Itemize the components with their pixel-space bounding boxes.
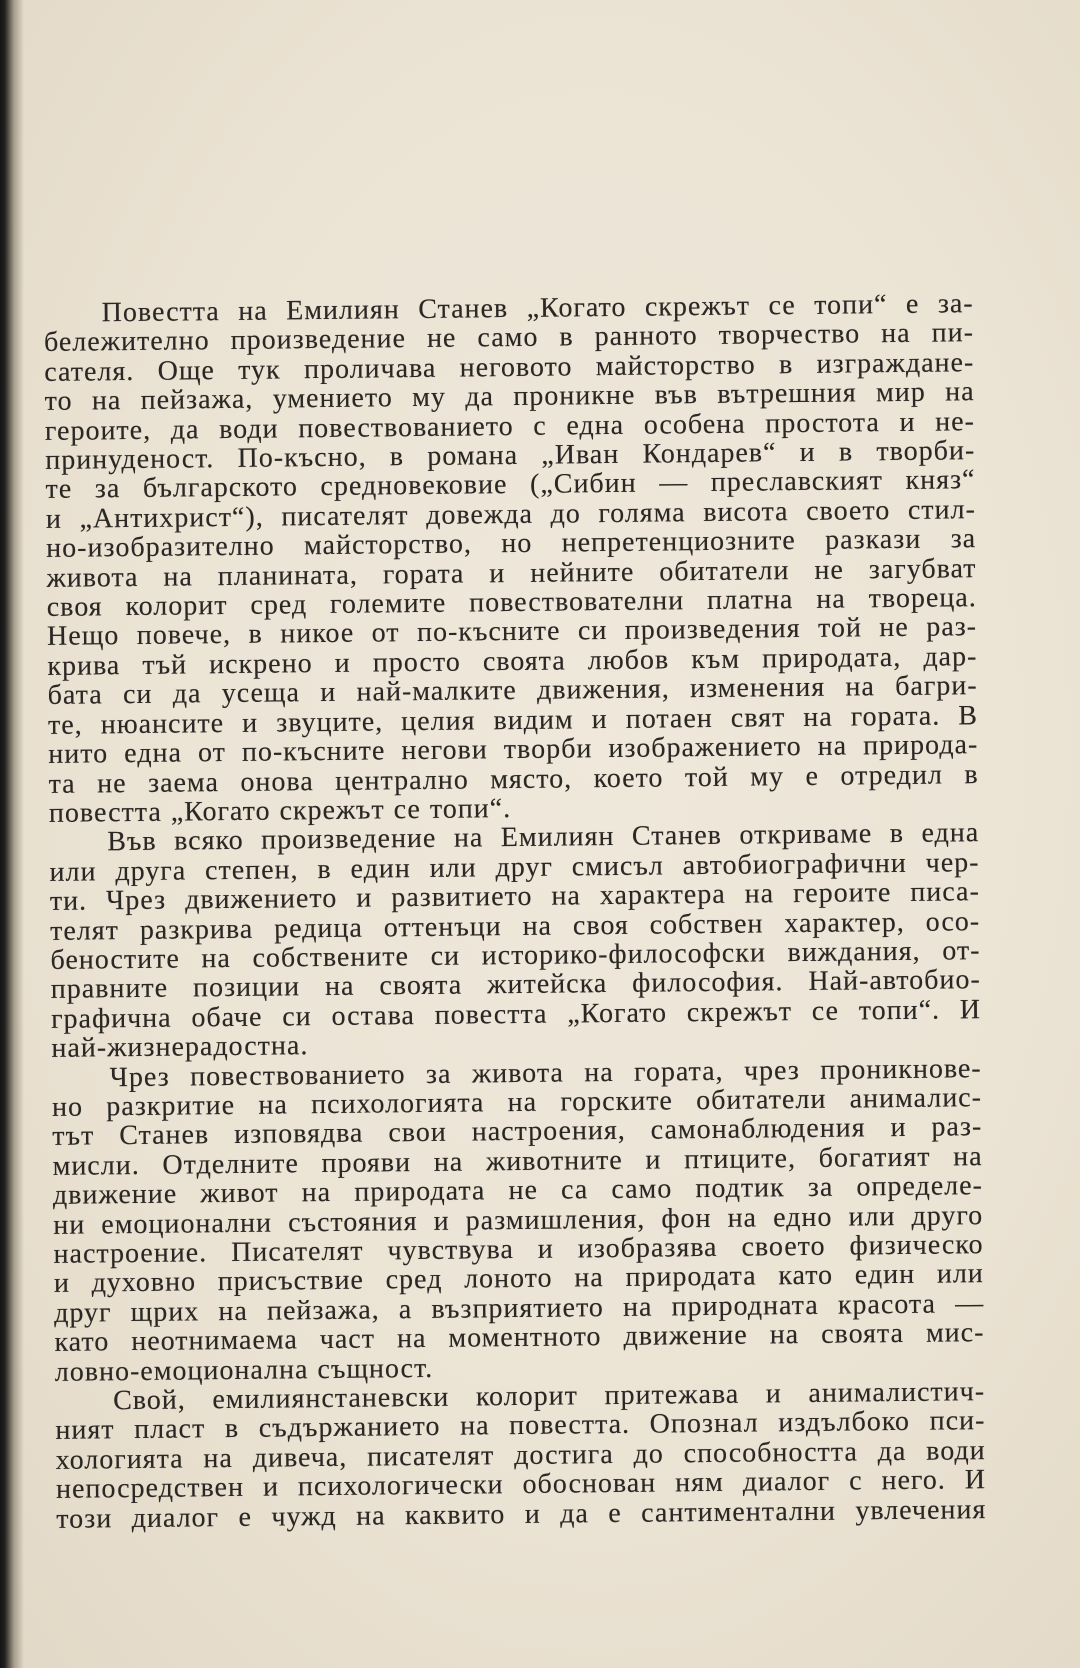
text-line: тът Станев изповядва свои настроения, самонаблюдения и раз- [52,1111,983,1153]
text-line: но-изобразително майсторство, но непретенциозните разкази за [46,523,977,565]
text-line: движение живот на природата не са само подтик за определе- [52,1170,984,1212]
text-line: но разкритие на психологията на горските обитатели анималис- [51,1082,983,1123]
text-line: или друга степен, в един или друг смисъл автобиографични чер- [49,846,980,888]
text-line: правните позиции на своята житейска философия. Най-автобио- [50,964,981,1006]
text-line: и „Антихрист“), писателят довежда до голяма висота своето стил- [45,493,976,535]
text-line: този диалог е чужд на каквито и да е сантиментални увлечения [56,1493,987,1535]
text-line: хологията на дивеча, писателят достига до способността да води [55,1434,986,1476]
text-line: ни емоционални състояния и размишления, фон на едно или друго [53,1199,984,1241]
text-line: Нещо повече, в никое от по-късните си произведения той не раз- [46,611,978,653]
text-line: те, нюансите и звуците, целия видим и потаен свят на гората. В [47,699,979,741]
text-line: графична обаче си остава повестта „Когато скрежът се топи“. И [50,993,982,1035]
text-line: непосредствен и психологически обоснован ням диалог с него. И [55,1464,987,1506]
text-line: Чрез повествованието за живота на гората, чрез проникнове- [109,1052,982,1093]
text-line: друг щрих на пейзажа, а възприятието на природната красота — [54,1287,985,1329]
text-line: като неотнимаема част на моментното движение на своята мис- [54,1317,985,1359]
text-line: най-жизнерадостна. [51,1030,309,1065]
text-line: крива тъй искрено и просто своята любов към природата, дар- [47,641,978,682]
text-line: бележително произведение не само в ранното творчество на пи- [43,317,975,359]
text-line: Свой, емилиянстаневски колорит притежава и анималистич- [112,1376,986,1417]
page-binding-edge [0,0,24,1668]
text-line: Във всяко произведение на Емилиян Станев откриваме в една [107,817,980,858]
text-line: беностите на собствените си историко-философски виждания, от- [50,935,981,976]
text-line: ти. Чрез движението и развитието на характера на героите писа- [49,876,980,917]
text-line: телят разкрива редица оттенъци на своя собствен характер, осо- [50,905,981,947]
text-line: те за българското средновековие („Сибин — преславският княз“ [45,464,976,506]
text-line: мисли. Отделните прояви на животните и птиците, богатият на [52,1140,983,1182]
text-line: ловно-емоционална същност. [54,1352,434,1388]
text-line: своя колорит сред големите повествователни платна на твореца. [46,582,977,623]
text-line: и духовно присъствие сред лоното на природата като един или [53,1258,984,1300]
paragraph-2 [49,818,981,1063]
paragraph-1 [44,289,979,828]
text-line: нито една от по-късните негови творби изображението на природа- [48,729,979,770]
text-line: повестта „Когато скрежът се топи“. [48,792,512,829]
page-body-text [44,289,987,1534]
text-line: героите, да води повествованието с една особена простота и не- [44,405,976,447]
text-line: та не заема онова централно място, което той му е отредил в [48,758,979,800]
text-line: ният пласт в съдържанието на повестта. Опознал издълбоко пси- [55,1405,986,1447]
text-line: Повестта на Емилиян Станев „Когато скрежът се топи“ е за- [101,288,974,329]
text-line: бата си да усеща и най-малките движения, изменения на багри- [47,670,978,712]
text-line: принуденост. По-късно, в романа „Иван Кондарев“ и в творби- [45,435,976,476]
text-line: то на пейзажа, умението му да проникне във вътрешния мир на [44,376,975,418]
text-line: сателя. Още тук проличава неговото майсторство в изграждане- [44,346,975,388]
text-line: живота на планината, гората и нейните обитатели не загубват [46,552,977,594]
text-line: настроение. Писателят чувствува и изобразява своето физическо [53,1229,984,1270]
paragraph-3 [52,1054,985,1387]
paragraph-4 [55,1377,986,1534]
